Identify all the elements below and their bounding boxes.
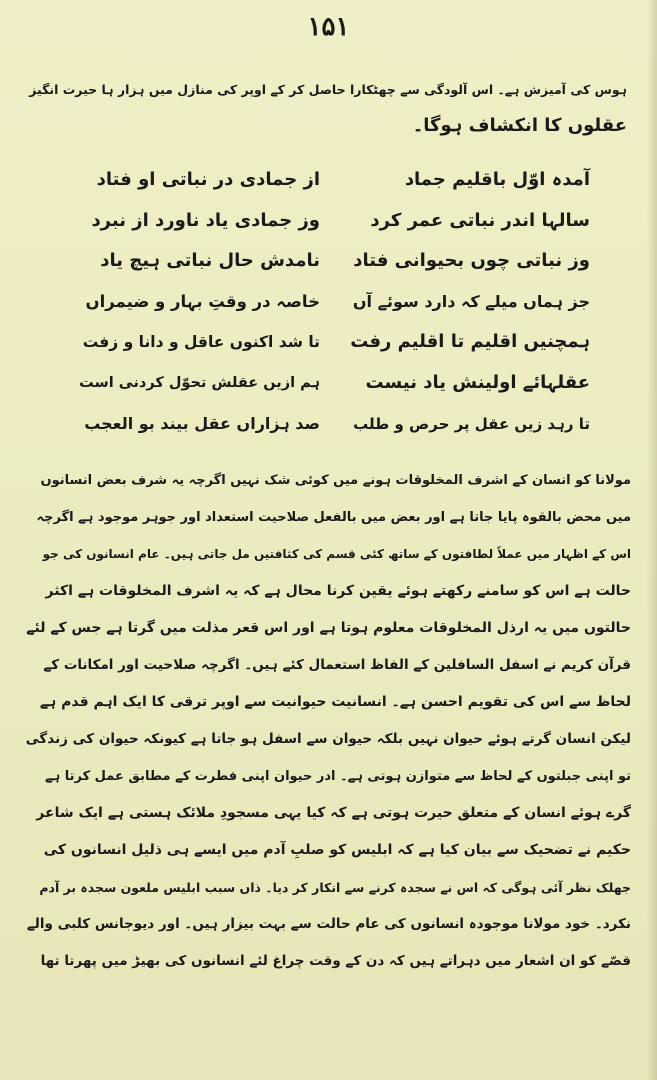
- body-line: قصّے کو ان اشعار میں دہراتے ہیں کہ دن کے وقت چراغ لئے انسانوں کی بھیڑ میں پھرتا تھا: [40, 953, 631, 969]
- page-number: ۱۵۱: [307, 12, 350, 42]
- persian-poem: [80, 160, 590, 444]
- verse-second-hemistich: وز جمادی یاد ناورد از نبرد: [91, 209, 320, 231]
- poem-verse: [80, 282, 590, 323]
- intro-line: عقلوں کا انکشاف ہوگا۔: [412, 115, 627, 136]
- body-line: نکرد۔ خود مولانا موجودہ انسانوں کی عام حالت سے بہت بیزار ہیں۔ اور دیوجانس کلبی والے: [26, 916, 631, 932]
- verse-first-hemistich: جز ہماں میلے کہ دارد سوئے آں: [352, 291, 590, 311]
- body-line: میں محض بالقوہ پایا جاتا ہے اور بعض میں بالفعل صلاحیت استعداد اور جوہر موجود ہے اگرچہ: [36, 510, 631, 525]
- poem-verse: [80, 322, 590, 363]
- body-line: حالت ہے اس کو سامنے رکھتے ہوئے یقین کرنا محال ہے کہ یہ اشرف المخلوقات ہے اکثر: [45, 583, 631, 599]
- verse-second-hemistich: ہم ازیں عقلش تحوّل کردنی است: [79, 374, 320, 391]
- body-line: حکیم نے تضحیک سے بیان کیا ہے کہ ابلیس کو صلبِ آدم میں ایسے ہی ذلیل انسانوں کی: [43, 842, 631, 858]
- poem-verse: [80, 241, 590, 282]
- verse-first-hemistich: تا رہد زیں عقل پر حرص و طلب: [353, 414, 590, 433]
- poem-verse: [80, 404, 590, 445]
- body-line: مولانا کو انسان کے اشرف المخلوقات ہونے میں کوئی شک نہیں اگرچہ یہ شرف بعض انسانوں: [40, 473, 631, 488]
- poem-verse: [80, 201, 590, 242]
- body-line: قرآن کریم نے اسفل السافلین کے الفاظ استعمال کئے ہیں۔ اگرچہ صلاحیت اور امکانات کے: [43, 657, 631, 673]
- intro-line: ہوس کی آمیزش ہے۔ اس آلودگی سے چھٹکارا حاصل کر کے اوپر کی منازل میں ہزار ہا حیرت انگیز: [29, 82, 627, 97]
- verse-first-hemistich: آمدہ اوّل باقلیم جماد: [404, 169, 590, 190]
- body-line: حالتوں میں یہ ارذل المخلوقات معلوم ہوتا ہے اور اس قعر مذلت میں گرتا ہے جس کے لئے: [26, 620, 631, 636]
- body-paragraph: [26, 462, 631, 980]
- poem-verse: [80, 160, 590, 201]
- intro-paragraph: [27, 72, 627, 144]
- verse-first-hemistich: وز نباتی چوں بحیوانی فتاد: [353, 250, 590, 272]
- body-line: لیکن انسان گرتے ہوئے حیوان نہیں بلکہ حیوان سے اسفل ہو جاتا ہے کیونکہ حیوان کی زندگی: [26, 731, 631, 747]
- body-line: جھلک نظر آئی ہوگی کہ اس نے سجدہ کرنے سے انکار کر دیا۔ ذاں سبب ابلیس ملعون سجدہ بر آدم: [39, 880, 631, 895]
- poem-verse: [80, 363, 590, 404]
- verse-second-hemistich: خاصہ در وقتِ بہار و ضیمراں: [85, 291, 320, 311]
- body-line: گرے ہوئے انسان کے متعلق حیرت ہوتی ہے کہ کیا یہی مسجودِ ملائک ہستی ہے ایک شاعر: [36, 805, 631, 821]
- verse-second-hemistich: صد ہزاراں عقل بیند بو العجب: [84, 413, 320, 433]
- body-line: تو اپنی جبلتوں کے لحاظ سے متوازن ہوتی ہے۔ ادر حیوان اپنی فطرت کے مطابق عمل کرتا ہے: [44, 769, 631, 784]
- verse-second-hemistich: از جمادی در نباتی او فتاد: [96, 169, 320, 190]
- body-line: اس کے اظہار میں عملاً لطافتوں کے ساتھ کئی قسم کی کثافتیں مل جاتی ہیں۔ عام انسانوں کی جو: [42, 547, 631, 561]
- verse-second-hemistich: تا شد اکنوں عاقل و دانا و زفت: [82, 333, 320, 352]
- body-line: لحاظ سے اس کی تقویم احسن ہے۔ انسانیت حیوانیت سے اوپر ترقی کا ایک اہم قدم ہے: [39, 694, 631, 710]
- verse-first-hemistich: عقلہائے اولینش یاد نیست: [365, 371, 590, 393]
- verse-second-hemistich: نامدش حال نباتی ہیچ یاد: [100, 250, 320, 272]
- page-edge-shadow: [647, 0, 657, 1080]
- verse-first-hemistich: ہمچنیں اقلیم تا اقلیم رفت: [350, 331, 590, 353]
- verse-first-hemistich: سالہا اندر نباتی عمر کرد: [370, 209, 590, 231]
